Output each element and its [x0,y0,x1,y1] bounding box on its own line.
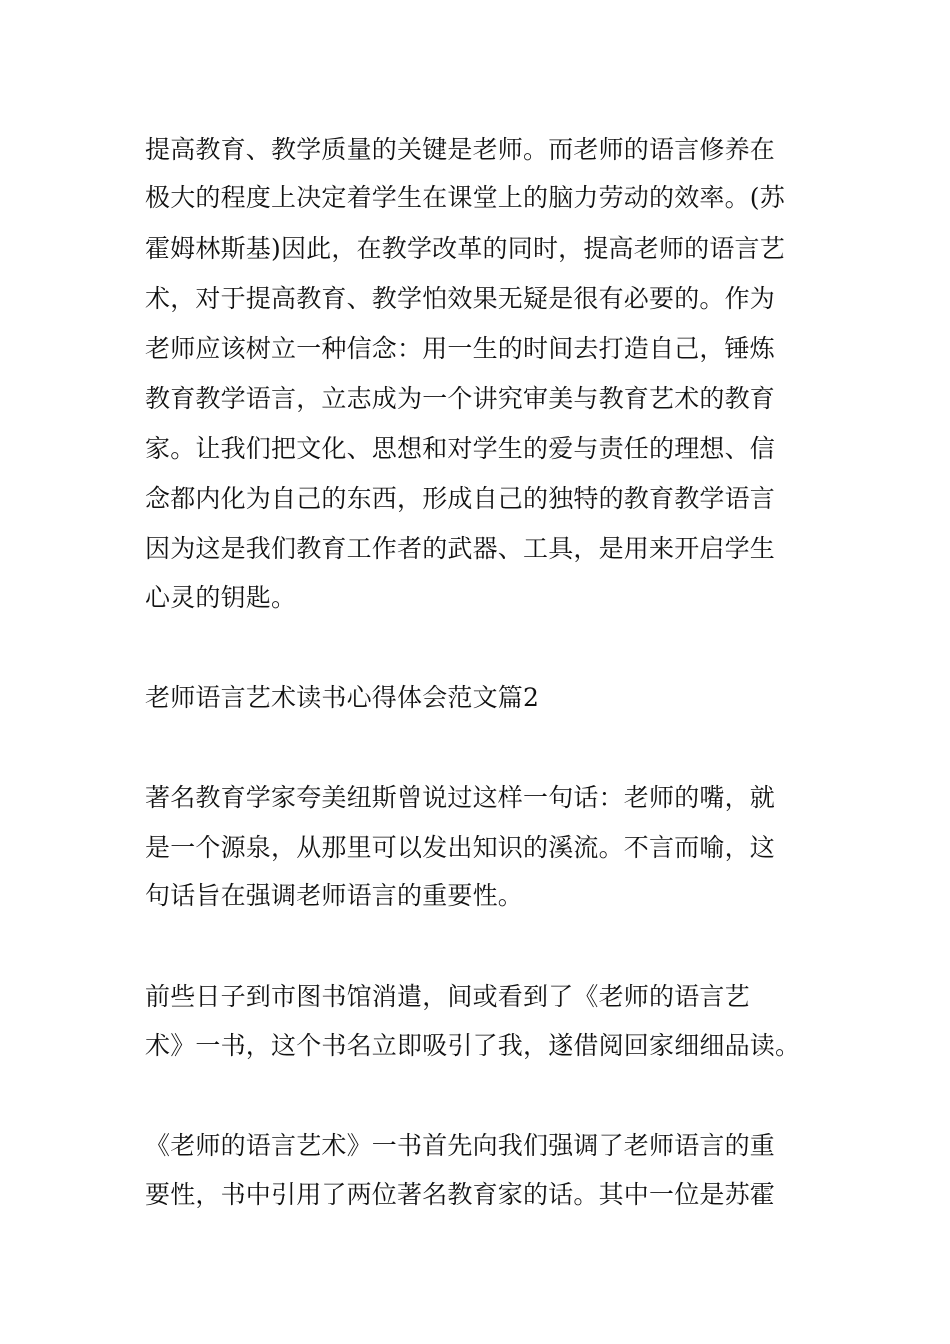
paragraph-line: 老师应该树立一种信念：用一生的时间去打造自己，锤炼 [145,334,776,363]
paragraph-line: 术》一书，这个书名立即吸引了我，遂借阅回家细细品读。 [145,1031,801,1060]
paragraph-line: 提高教育、教学质量的关键是老师。而老师的语言修养在 [145,135,776,164]
paragraph-line: 著名教育学家夸美纽斯曾说过这样一句话：老师的嘴，就 [145,783,776,812]
paragraph-line: 是一个源泉，从那里可以发出知识的溪流。不言而喻，这 [145,833,776,862]
paragraph-line: 术，对于提高教育、教学怕效果无疑是很有必要的。作为 [145,284,776,313]
paragraph-line: 念都内化为自己的东西，形成自己的独特的教育教学语言 [145,484,776,513]
paragraph-line: 因为这是我们教育工作者的武器、工具，是用来开启学生 [145,534,776,563]
paragraph-line: 要性，书中引用了两位著名教育家的话。其中一位是苏霍 [145,1180,776,1209]
paragraph-line: 前些日子到市图书馆消遣，间或看到了《老师的语言艺 [145,982,750,1011]
paragraph-line: 心灵的钥匙。 [145,583,297,612]
paragraph-line: 霍姆林斯基)因此，在教学改革的同时，提高老师的语言艺 [145,234,785,263]
paragraph-line: 句话旨在强调老师语言的重要性。 [145,881,524,910]
paragraph-line: 极大的程度上决定着学生在课堂上的脑力劳动的效率。(苏 [145,183,785,212]
section-heading: 老师语言艺术读书心得体会范文篇2 [145,683,540,712]
paragraph-line: 《老师的语言艺术》一书首先向我们强调了老师语言的重 [145,1131,776,1160]
paragraph-line: 家。让我们把文化、思想和对学生的爱与责任的理想、信 [145,434,776,463]
paragraph-line: 教育教学语言，立志成为一个讲究审美与教育艺术的教育 [145,384,776,413]
